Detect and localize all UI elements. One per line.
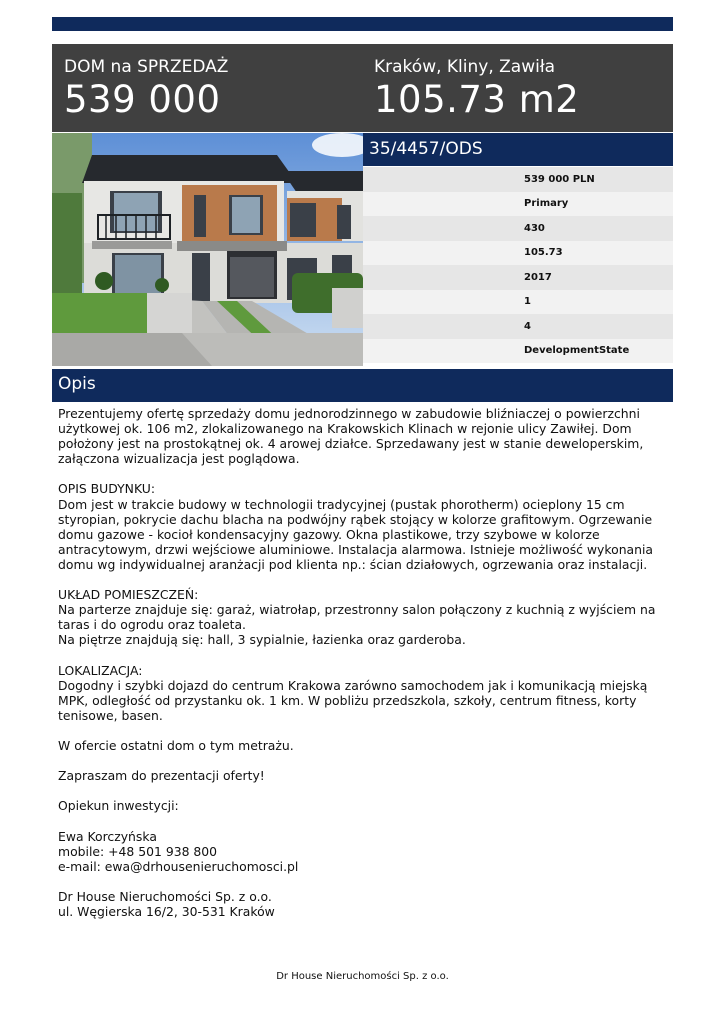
description-paragraph: [58, 466, 668, 481]
description-paragraph: Dogodny i szybki dojazd do centrum Krakowa zarówno samochodem jak i komunikacją miejską MPK, odległość od przystanku ok. 1 km. W pobliżu przedszkola, szkoły, centrum fitness, korty tenisowe, basen.: [58, 677, 648, 723]
details-value: Primary: [524, 198, 569, 210]
description-paragraph: Opiekun inwestycji:: [58, 798, 179, 814]
price-value: 539 000: [64, 78, 221, 121]
description-paragraph: [58, 723, 668, 738]
description-paragraph: [58, 874, 668, 889]
details-value: 4: [524, 320, 531, 332]
description-paragraph: [58, 572, 668, 587]
description-paragraph: W ofercie ostatni dom o tym metrażu.: [58, 738, 294, 754]
details-value: 430: [524, 222, 545, 234]
offer-header: [52, 44, 673, 132]
details-row: [363, 192, 673, 217]
details-value: 1: [524, 296, 531, 308]
page-footer: Dr House Nieruchomości Sp. z o.o.: [276, 971, 449, 982]
description-paragraph: Dom jest w trakcie budowy w technologii tradycyjnej (pustak phorotherm) ocieplony 15 cm styropian, pokrycie dachu blacha na podwójny rąbek stojący w kolorze grafitowym. Ogrzewanie domu gazowe - kocioł kondensacyjny gazowy. Okna plastikowe, trzy szybowe w kolorze antracytowym, drzwi wejściowe aluminiowe. Instalacja alarmowa. Istnieje możliwość wykonania domu wg indywidualnej aranżacji pod klienta np.: ścian działowych, ogrzewania oraz instalacji.: [58, 496, 654, 572]
details-table: [363, 167, 673, 363]
description-paragraph: [58, 814, 668, 829]
property-photo: [52, 133, 363, 366]
details-row: [363, 314, 673, 339]
details-row: [363, 339, 673, 364]
details-value: DevelopmentState: [524, 345, 630, 357]
contact-email: e-mail: ewa@drhousenieruchomosci.pl: [58, 858, 299, 874]
description-paragraph: Na piętrze znajdują się: hall, 3 sypialnie, łazienka oraz garderoba.: [58, 632, 466, 648]
description-section-bar: [52, 369, 673, 402]
description-body: [58, 406, 668, 919]
company-address: ul. Węgierska 16/2, 30-531 Kraków: [58, 904, 275, 920]
description-paragraph: LOKALIZACJA:: [58, 662, 143, 678]
description-paragraph: [58, 783, 668, 798]
description-paragraph: [58, 648, 668, 663]
details-row: [363, 216, 673, 241]
location-label: Kraków, Kliny, Zawiła: [374, 57, 556, 77]
details-row: [363, 167, 673, 192]
description-paragraph: [58, 753, 668, 768]
reference-bar: [363, 133, 673, 166]
details-value: 105.73: [524, 247, 563, 259]
company-name: Dr House Nieruchomości Sp. z o.o.: [58, 889, 272, 904]
details-row: [363, 241, 673, 266]
details-value: 539 000 PLN: [524, 173, 595, 185]
description-section-title: Opis: [58, 374, 96, 394]
property-type-label: DOM na SPRZEDAŻ: [64, 57, 229, 77]
contact-phone: mobile: +48 501 938 800: [58, 843, 218, 859]
details-value: 2017: [524, 271, 552, 283]
description-paragraph: UKŁAD POMIESZCZEŃ:: [58, 587, 199, 603]
top-accent-bar: [52, 17, 673, 31]
description-paragraph: Zapraszam do prezentacji oferty!: [58, 768, 265, 784]
header-left: [64, 56, 228, 122]
contact-name: Ewa Korczyńska: [58, 828, 157, 844]
description-paragraph: Na parterze znajduje się: garaż, wiatrołap, przestronny salon połączony z kuchnią z wyjściem na taras i do ogrodu oraz toaleta.: [58, 602, 656, 633]
header-right: [374, 56, 579, 122]
description-paragraph: Prezentujemy ofertę sprzedaży domu jednorodzinnego w zabudowie bliźniaczej o powierzchni użytkowej ok. 106 m2, zlokalizowanego na Krakowskich Klinach w rejonie ulicy Zawiłej. Dom położony jest na prostokątnej ok. 4 arowej działce. Sprzedawany jest w stanie deweloperskim, załączona wizualizacja jest poglądowa.: [58, 406, 644, 467]
description-paragraph: OPIS BUDYNKU:: [58, 481, 155, 497]
area-value: 105.73 m2: [374, 78, 580, 121]
details-row: [363, 290, 673, 315]
reference-number: 35/4457/ODS: [369, 139, 483, 159]
details-row: [363, 265, 673, 290]
